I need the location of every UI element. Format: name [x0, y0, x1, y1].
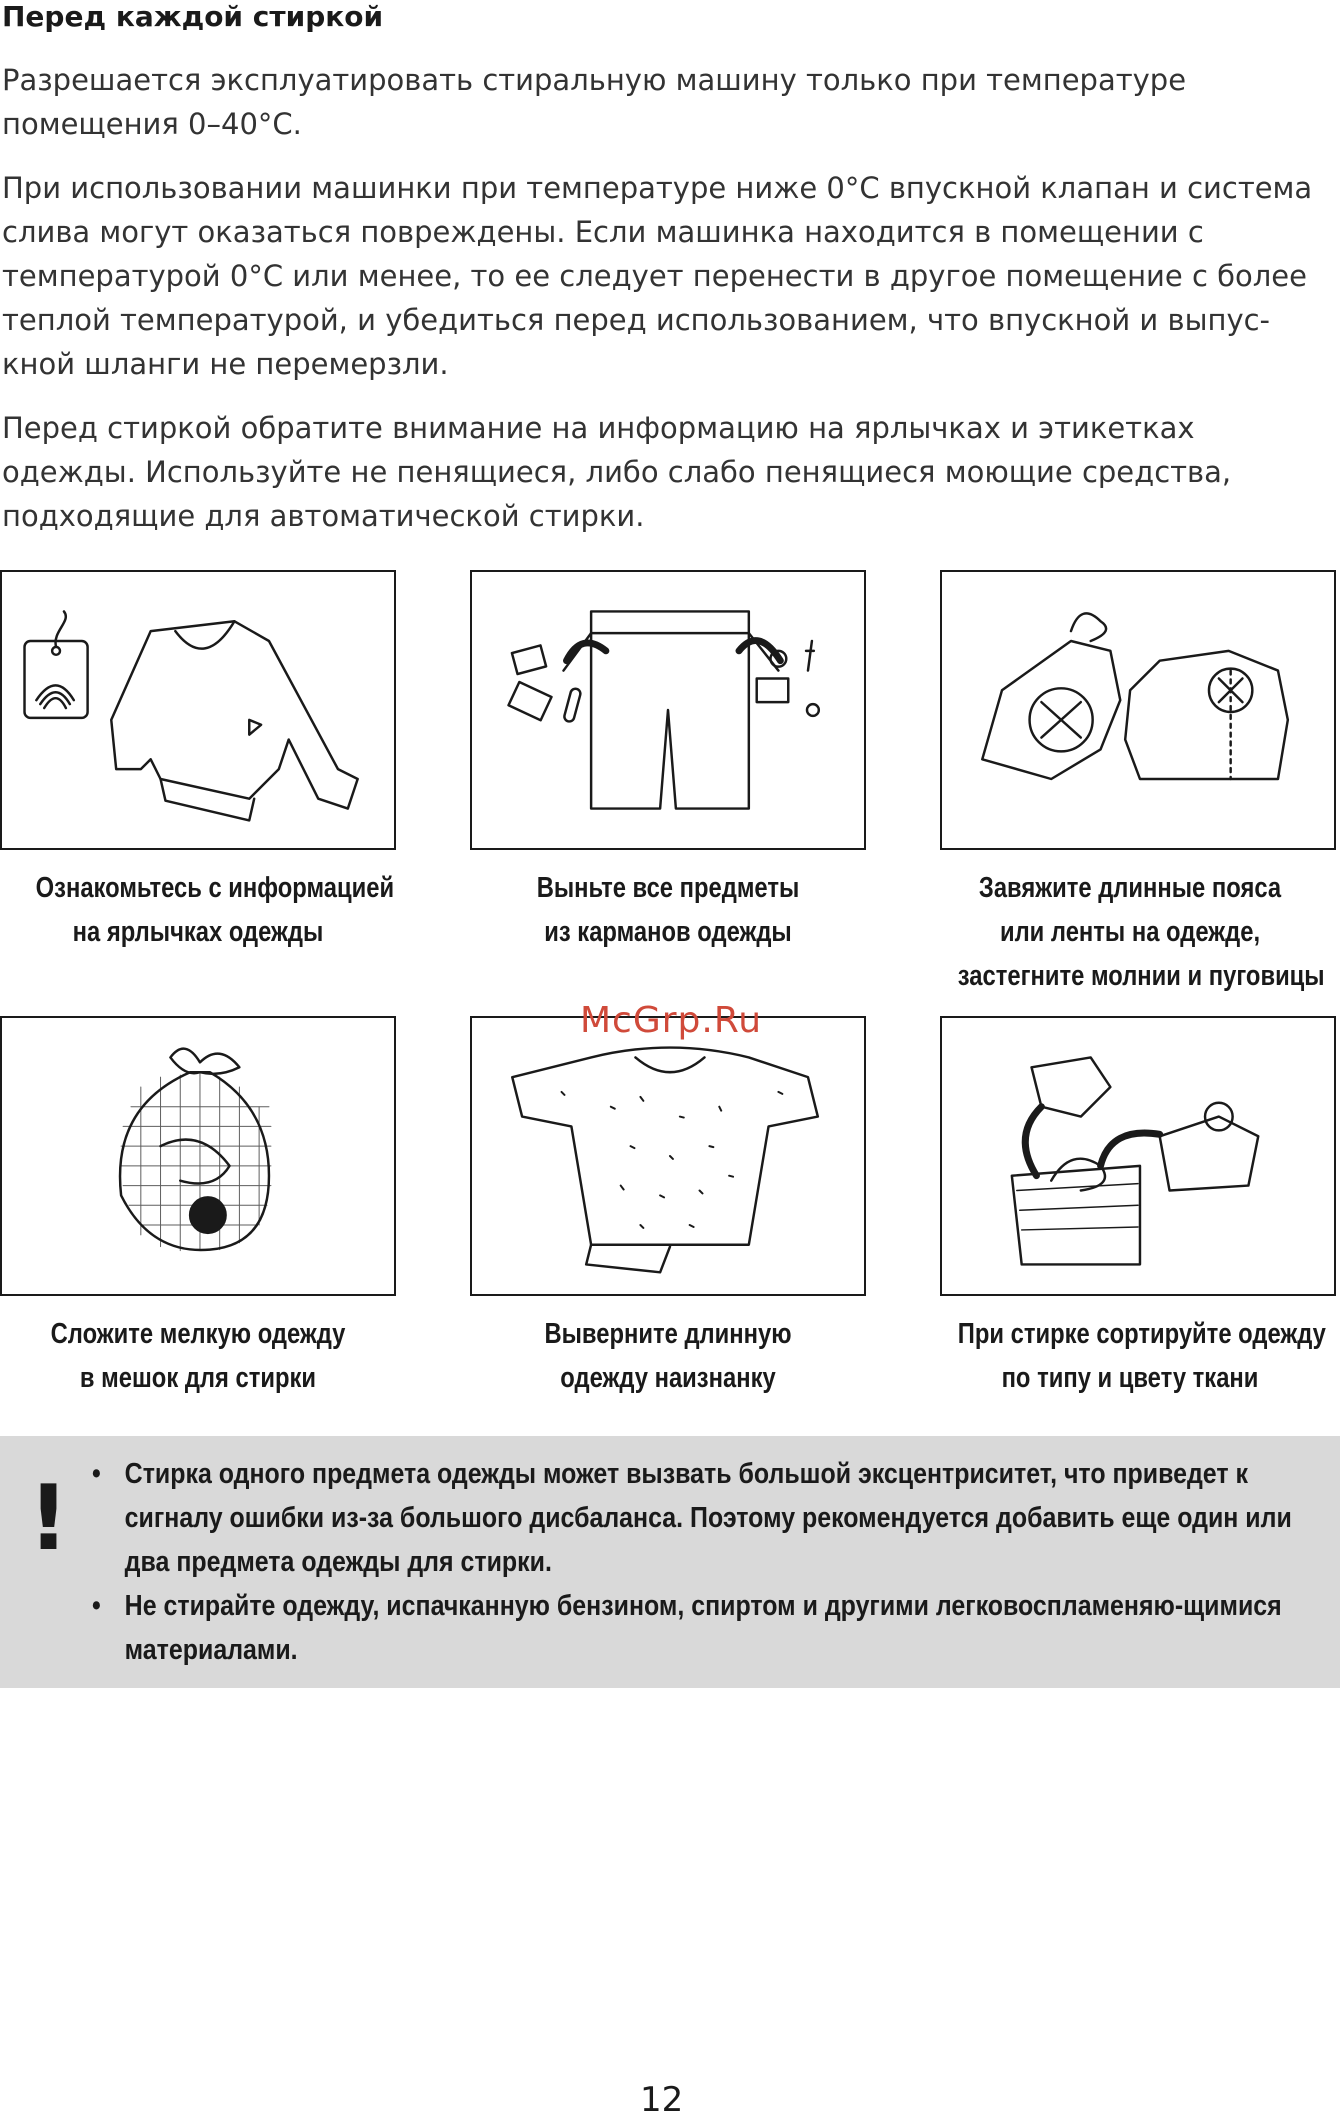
warning-item: • Стирка одного предмета одежды может вызвать большой эксцентриситет, что приведет к сигналу ошибки из-за большого дисбаланса. Поэтому рекомендуется добавить еще один или два предмета одежды для стирки. — [92, 1452, 1329, 1584]
watermark: McGrp.Ru — [580, 1000, 763, 1041]
caption-line: Выньте все предметы — [536, 872, 800, 904]
caption-empty-pockets — [506, 866, 831, 954]
warning-item: • Не стирайте одежду, испачканную бензином, спиртом и другими легковоспламеняю-щимися материалами. — [92, 1584, 1329, 1672]
caption-line: застегните молнии и пуговицы — [957, 960, 1325, 992]
caption-line: по типу и цвету ткани — [1001, 1362, 1259, 1394]
warning-list — [92, 1452, 1312, 1672]
caption-sort-laundry — [957, 1312, 1326, 1400]
caption-line: Завяжите длинные пояса — [978, 872, 1282, 904]
trousers-pockets-icon — [470, 570, 866, 850]
caption-read-labels — [35, 866, 395, 954]
laundry-basket-sorting-icon — [940, 1016, 1336, 1296]
laundry-bag-icon — [0, 1016, 396, 1296]
paragraph-freezing: При использовании машинки при температуре ниже 0°C впускной клапан и система слива могут оказаться повреждены. Если машинка находится в помещении с температурой 0°C или менее, то ее следует перенести в другое помещение с более теплой температурой, и убедиться перед использованием, что впускной и выпус-кной шланги не перемерзли. — [2, 171, 1313, 381]
paragraph-labels: Перед стиркой обратите внимание на информацию на ярлычках и этикетках одежды. Используйте не пенящиеся, либо слабо пенящиеся моющие средства, подходящие для автоматической стирки. — [2, 411, 1232, 533]
tied-garments-icon — [940, 570, 1336, 850]
warning-box — [0, 1436, 1340, 1688]
caption-inside-out — [506, 1312, 831, 1400]
caption-line: одежду наизнанку — [560, 1362, 776, 1394]
caption-line: в мешок для стирки — [79, 1362, 317, 1394]
paragraph-temperature: Разрешается эксплуатировать стиральную машину только при температуре помещения 0–40°C. — [2, 63, 1187, 141]
caption-line: на ярлычках одежды — [72, 916, 324, 948]
sweater-with-label-icon — [0, 570, 396, 850]
caption-line: или ленты на одежде, — [999, 916, 1261, 948]
caption-tie-belts — [957, 866, 1325, 998]
caption-line: При стирке сортируйте одежду — [957, 1318, 1326, 1350]
inside-out-sweater-icon — [470, 1016, 866, 1296]
section-heading: Перед каждой стиркой — [2, 0, 384, 33]
caption-line: Ознакомьтесь с информацией — [35, 872, 395, 904]
caption-line: Выверните длинную — [544, 1318, 792, 1350]
exclamation-icon: ! — [28, 1466, 70, 1571]
caption-laundry-bag — [36, 1312, 361, 1400]
page-number: 12 — [640, 2080, 684, 2120]
caption-line: из карманов одежды — [544, 916, 792, 948]
caption-line: Сложите мелкую одежду — [50, 1318, 346, 1350]
